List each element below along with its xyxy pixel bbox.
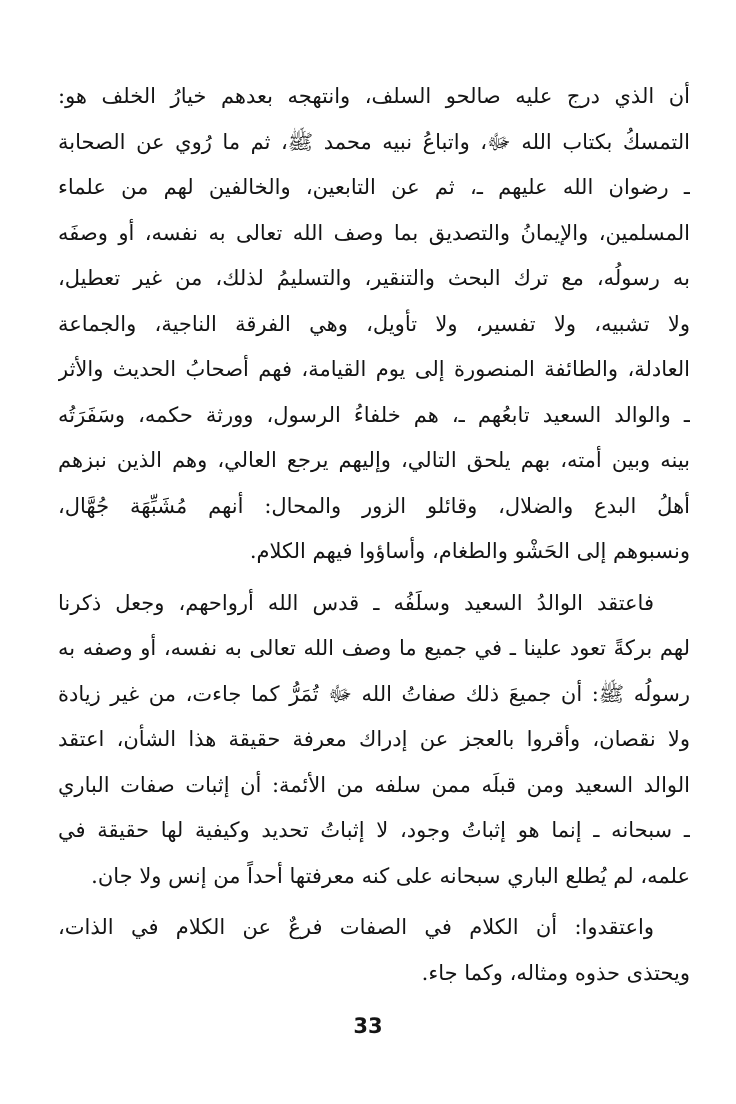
text-line: العادلة، والطائفة المنصورة إلى يوم القيامة، فهم أصحابُ الحديث والأثر — [58, 357, 690, 381]
text-line: ـ سبحانه ـ إنما هو إثباتُ وجود، لا إثباتُ تحديد وكيفية لها حقيقة في — [58, 818, 690, 842]
text-line: أن الذي درج عليه صالحو السلف، وانتهجه بعدهم خيارُ الخلف هو: — [58, 84, 690, 108]
text-line: التمسكُ بكتاب الله ﷻ، واتباعُ نبيه محمد ﷺ، ثم ما رُوي عن الصحابة — [58, 129, 690, 154]
text-line: بينه وبين أمته، بهم يلحق التالي، وإليهم يرجع العالي، وهم الذين نبزهم — [58, 448, 690, 472]
text-line: لهم بركةً تعود علينا ـ في جميع ما وصف الله تعالى به نفسه، أو وصفه به — [58, 636, 690, 660]
paragraph-3 — [58, 909, 690, 1000]
text-line: ـ والوالد السعيد تابعُهم ـ، هم خلفاءُ الرسول، وورثة حكمه، وسَفَرَتُه — [58, 402, 690, 427]
text-line: واعتقدوا: أن الكلام في الصفات فرعٌ عن الكلام في الذات، — [58, 915, 654, 939]
paragraph-2 — [58, 585, 690, 904]
page-number: 33 — [353, 1014, 383, 1038]
text-line: علمه، لم يُطلع الباري سبحانه على كنه معرفتها أحداً من إنس ولا جان. — [91, 863, 690, 888]
text-line: به رسولُه، مع ترك البحث والتنقير، والتسليمُ لذلك، من غير تعطيل، — [58, 266, 690, 290]
text-line: ونسبوهم إلى الحَشْو والطغام، وأساؤوا فيهم الكلام. — [249, 539, 690, 563]
text-line: ولا تشبيه، ولا تفسير، ولا تأويل، وهي الفرقة الناجية، والجماعة — [58, 311, 690, 336]
text-line: الوالد السعيد ومن قبلَه ممن سلفه من الأئمة: أن إثبات صفات الباري — [58, 772, 690, 797]
text-line: رسولُه ﷺ: أن جميعَ ذلك صفاتُ الله ﷻ تُمَرُّ كما جاءت، من غير زيادة — [58, 681, 690, 706]
text-line: فاعتقد الوالدُ السعيد وسلَفُه ـ قدس الله أرواحهم، وجعل ذكرنا — [58, 590, 654, 615]
text-line: أهلُ البدع والضلال، وقائلو الزور والمحال: أنهم مُشَبِّهَة جُهَّال، — [58, 493, 690, 518]
text-line: ويحتذى حذوه ومثاله، وكما جاء. — [421, 960, 690, 985]
text-line: ولا نقصان، وأقروا بالعجز عن إدراك معرفة حقيقة هذا الشأن، اعتقد — [58, 727, 690, 751]
text-line: ـ رضوان الله عليهم ـ، ثم عن التابعين، والخالفين لهم من علماء — [58, 175, 690, 199]
text-line: المسلمين، والإيمانُ والتصديق بما وصف الله تعالى به نفسه، أو وصفَه — [58, 220, 690, 245]
paragraph-1 — [58, 78, 690, 579]
